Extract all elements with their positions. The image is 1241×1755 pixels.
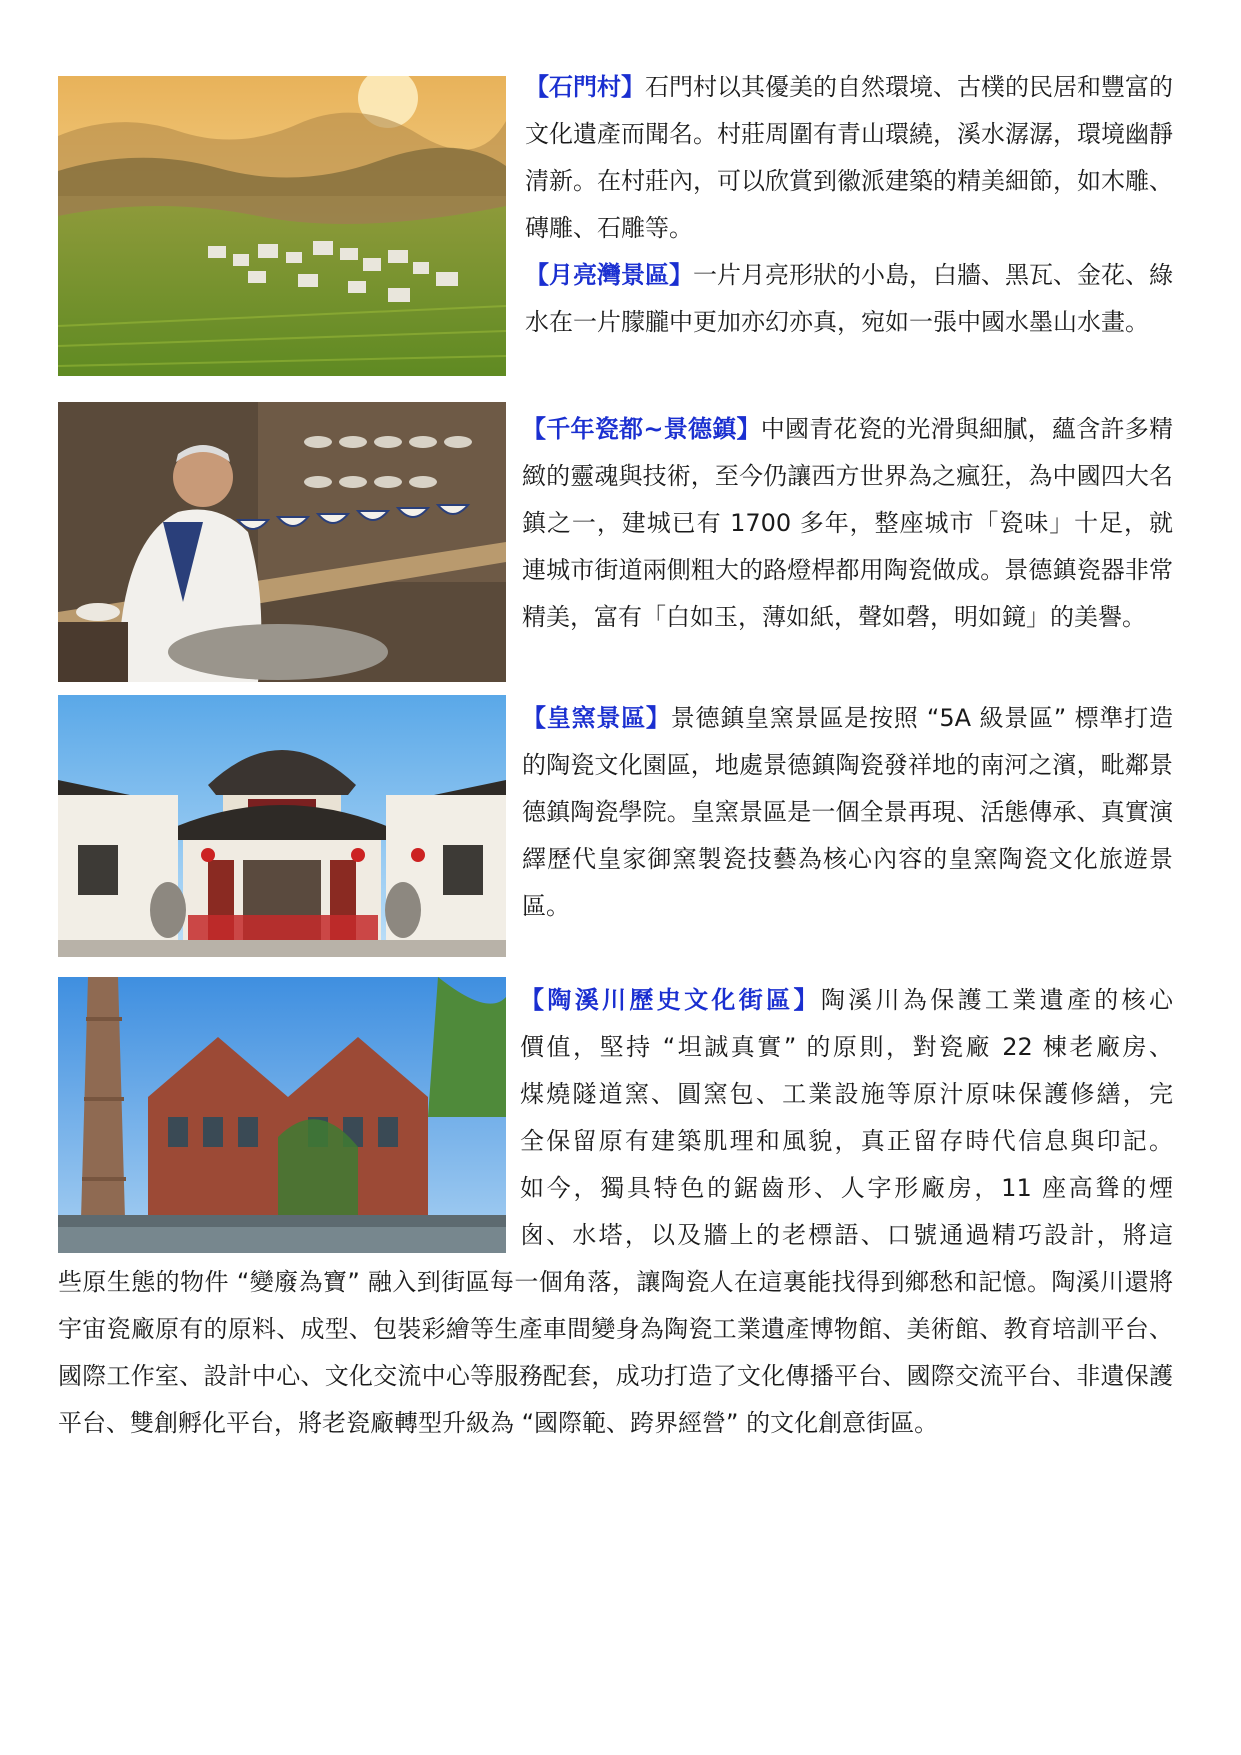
section-imperial-kiln	[522, 695, 1173, 930]
line-text: 如今，獨具特色的鋸齒形、人字形廠房，11 座高聳的煙	[520, 1174, 1173, 1202]
section-heading: 【石門村】	[525, 73, 645, 101]
section-taoxichuan-wrapped	[520, 977, 1173, 1259]
section-body: 中國青花瓷的光滑與細膩，蘊含許多精緻的靈魂與技術，至今仍讓西方世界為之瘋狂，為中國四大名鎮之一，建城已有 1700 多年，整座城市「瓷味」十足，就連城市街道兩側粗大的路燈桿都用陶瓷做成。景德鎮瓷器非常精美，富有「白如玉，薄如紙，聲如磬，明如鏡」的美譽。	[522, 415, 1174, 631]
paragraph-line	[520, 1212, 1173, 1259]
paragraph-line	[520, 977, 1173, 1024]
porcelain-craftsman-photo	[58, 402, 506, 682]
taoxichuan-photo	[58, 977, 506, 1253]
section-heading: 【陶溪川歷史文化街區】	[520, 986, 821, 1014]
paragraph-line	[520, 1118, 1173, 1165]
imperial-kiln-photo	[58, 695, 506, 957]
section-shimen	[525, 64, 1173, 252]
section-body: 一片月亮形狀的小島，白牆、黑瓦、金花、綠水在一片朦朧中更加亦幻亦真，宛如一張中國水墨山水畫。	[525, 261, 1173, 336]
section-body: 景德鎮皇窯景區是按照 “5A 級景區” 標準打造的陶瓷文化園區，地處景德鎮陶瓷發祥地的南河之濱，毗鄰景德鎮陶瓷學院。皇窯景區是一個全景再現、活態傳承、真實演繹歷代皇家御窯製瓷技藝為核心內容的皇窯陶瓷文化旅遊景區。	[522, 704, 1173, 920]
section-taoxichuan-continued	[58, 1259, 1173, 1447]
section-body: 石門村以其優美的自然環境、古樸的民居和豐富的文化遺產而聞名。村莊周圍有青山環繞，溪水潺潺，環境幽靜清新。在村莊內，可以欣賞到徽派建築的精美細節，如木雕、磚雕、石雕等。	[525, 73, 1173, 242]
section-body: 些原生態的物件 “變廢為寶” 融入到街區每一個角落，讓陶瓷人在這裏能找得到鄉愁和記憶。陶溪川還將宇宙瓷廠原有的原料、成型、包裝彩繪等生產車間變身為陶瓷工業遺產博物館、美術館、教育培訓平台、國際工作室、設計中心、文化交流中心等服務配套，成功打造了文化傳播平台、國際交流平台、非遺保護平台、雙創孵化平台，將老瓷廠轉型升級為 “國際範、跨界經營” 的文化創意街區。	[58, 1268, 1173, 1437]
paragraph-line	[520, 1071, 1173, 1118]
line-text: 全保留原有建築肌理和風貌，真正留存時代信息與印記。	[520, 1127, 1173, 1155]
line-text: 陶溪川為保護工業遺產的核心	[820, 986, 1174, 1014]
line-text: 煤燒隧道窯、圓窯包、工業設施等原汁原味保護修繕，完	[520, 1080, 1173, 1108]
line-text: 價值，堅持 “坦誠真實” 的原則，對瓷廠 22 棟老廠房、	[520, 1033, 1173, 1061]
section-jingdezhen	[522, 406, 1173, 641]
shimen-village-photo	[58, 76, 506, 376]
section-heading: 【皇窯景區】	[522, 704, 671, 732]
section-heading: 【月亮灣景區】	[525, 261, 693, 289]
section-heading: 【千年瓷都~景德鎮】	[522, 415, 761, 443]
line-text: 囪、水塔，以及牆上的老標語、口號通過精巧設計，將這	[520, 1221, 1173, 1249]
paragraph-line	[520, 1165, 1173, 1212]
section-moon-bay	[525, 252, 1173, 346]
paragraph-line	[520, 1024, 1173, 1071]
